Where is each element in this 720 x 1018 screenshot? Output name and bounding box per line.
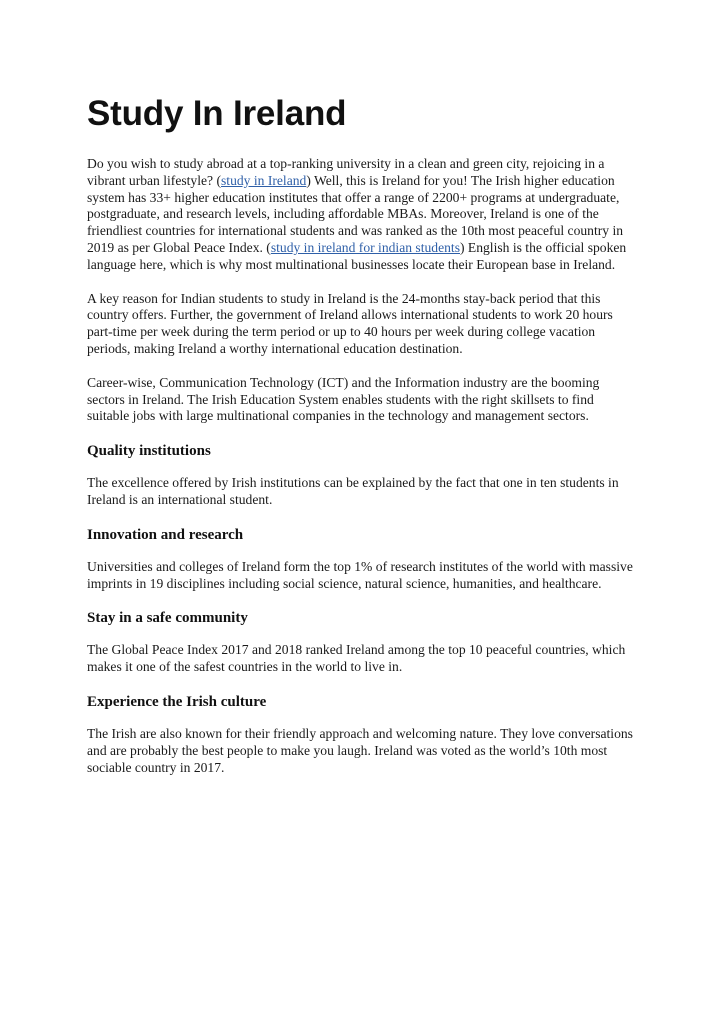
intro-paragraph (87, 156, 635, 274)
section-heading-quality-institutions: Quality institutions (87, 443, 211, 460)
section-text-quality-institutions: The excellence offered by Irish institutions can be explained by the fact that one in ten students in Ireland is an international student. (87, 475, 619, 507)
section-text-irish-culture: The Irish are also known for their friendly approach and welcoming nature. They love conversations and are probably the best people to make you laugh. Ireland was voted as the world’s 10th most sociable country in 2017. (87, 725, 633, 775)
section-heading-safe-community: Stay in a safe community (87, 610, 248, 627)
section-text-innovation-research: Universities and colleges of Ireland form the top 1% of research institutes of the world with massive imprints in 19 disciplines including social science, natural science, humanities, and healthcare. (87, 558, 633, 591)
career-paragraph: Career-wise, Communication Technology (ICT) and the Information industry are the booming sectors in Ireland. The Irish Education System enables students with the right skillsets to find suitable jobs with large multinational companies in the technology and management sectors. (87, 374, 600, 424)
intro-text-3: ) English is the official spoken language here, which is why most multinational businesses locate their European base in Ireland. (87, 239, 627, 272)
intro-text-2: ) Well, this is Ireland for you! The Irish higher education system has 33+ higher education institutes that offer a range of 2200+ programs at undergraduate, postgraduate, and research levels, including affordable MBAs. Moreover, Ireland is one of the friendliest countries for international students and was ranked as the 10th most peaceful country in 2019 as per Global Peace Index. ( (87, 172, 624, 255)
study-in-ireland-for-indian-students-link[interactable]: study in ireland for indian students (270, 239, 460, 255)
document-content (87, 92, 635, 793)
study-in-ireland-link[interactable]: study in Ireland (221, 172, 307, 188)
stay-back-paragraph: A key reason for Indian students to study in Ireland is the 24-months stay-back period that this country offers. Further, the government of Ireland allows international students to work 20 hours part-time per week during the term period or up to 40 hours per week during college vacation periods, making Ireland a worthy international education destination. (87, 290, 613, 356)
section-heading-innovation-research: Innovation and research (87, 526, 244, 543)
page-title: Study In Ireland (87, 94, 347, 133)
section-text-safe-community: The Global Peace Index 2017 and 2018 ranked Ireland among the top 10 peaceful countries, which makes it one of the safest countries in the world to live in. (87, 642, 626, 675)
section-heading-irish-culture: Experience the Irish culture (87, 693, 267, 710)
intro-text-1: Do you wish to study abroad at a top-ranking university in a clean and green city, rejoicing in a vibrant urban lifestyle? ( (87, 156, 605, 188)
